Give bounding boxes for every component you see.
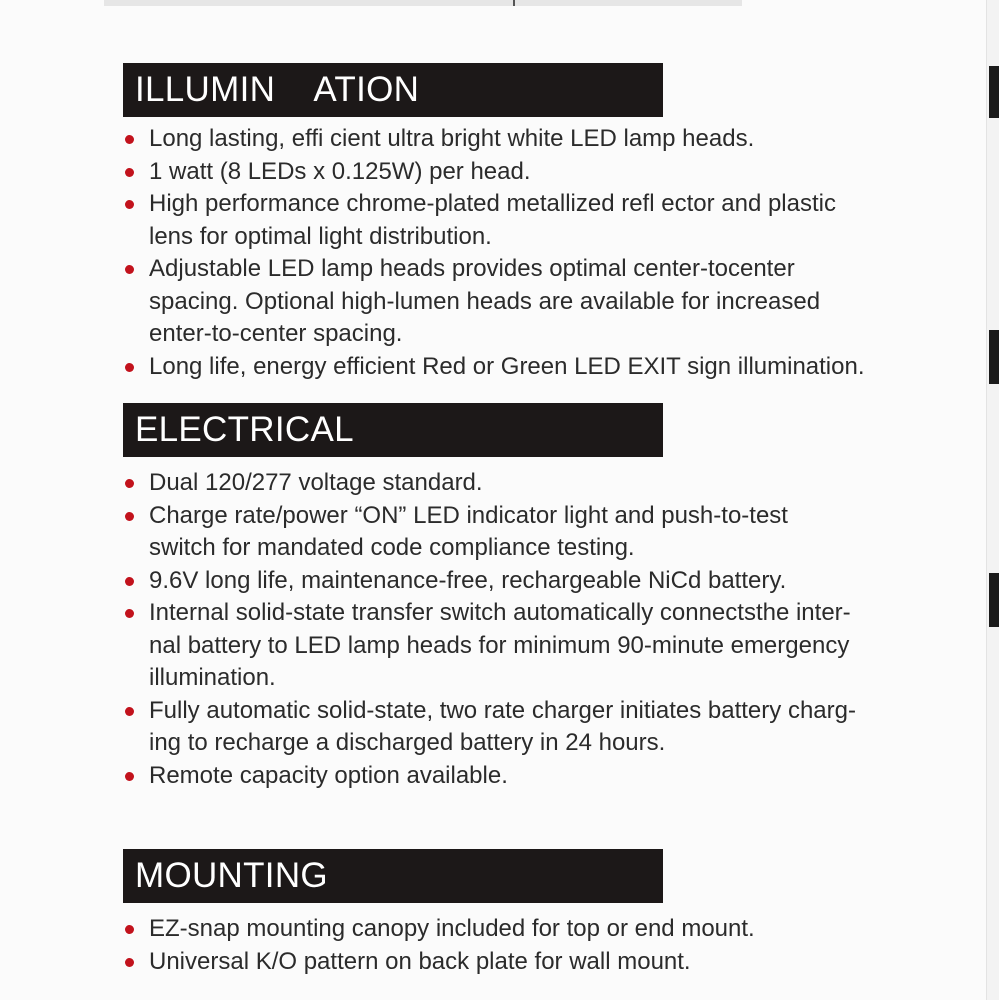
bullet-dot-icon bbox=[125, 135, 134, 144]
mounting-list bbox=[123, 913, 943, 978]
bullet-dot-icon bbox=[125, 363, 134, 372]
list-item: 9.6V long life, maintenance-free, rechargeable NiCd battery. bbox=[123, 565, 943, 598]
electrical-list bbox=[123, 467, 943, 792]
list-item: Universal K/O pattern on back plate for wall mount. bbox=[123, 946, 943, 979]
list-item: 1 watt (8 LEDs x 0.125W) per head. bbox=[123, 156, 943, 189]
illumination-header: ILLUMIN ATION bbox=[123, 63, 663, 117]
bullet-dot-icon bbox=[125, 168, 134, 177]
bullet-dot-icon bbox=[125, 200, 134, 209]
adjacent-header-mark bbox=[989, 66, 999, 118]
list-item: Long life, energy efficient Red or Green LED EXIT sign illumination. bbox=[123, 351, 943, 384]
top-tick-mark bbox=[513, 0, 515, 6]
list-item: High performance chrome-plated metallized refl ector and plastic lens for optimal light distribution. bbox=[123, 188, 943, 253]
bullet-dot-icon bbox=[125, 265, 134, 274]
mounting-header: MOUNTING bbox=[123, 849, 663, 903]
illumination-list bbox=[123, 123, 943, 383]
bullet-dot-icon bbox=[125, 925, 134, 934]
list-item: EZ-snap mounting canopy included for top or end mount. bbox=[123, 913, 943, 946]
list-item: Remote capacity option available. bbox=[123, 760, 943, 793]
list-item: Internal solid-state transfer switch automatically connectsthe inter- nal battery to LED lamp heads for minimum 90-minute emergency illumination. bbox=[123, 597, 943, 695]
list-item: Adjustable LED lamp heads provides optimal center-tocenter spacing. Optional high-lumen heads are available for increased enter-to-center spacing. bbox=[123, 253, 943, 351]
electrical-header: ELECTRICAL bbox=[123, 403, 663, 457]
bullet-dot-icon bbox=[125, 577, 134, 586]
adjacent-header-mark bbox=[989, 330, 999, 384]
list-item: Dual 120/277 voltage standard. bbox=[123, 467, 943, 500]
list-item: Fully automatic solid-state, two rate charger initiates battery charg- ing to recharge a discharged battery in 24 hours. bbox=[123, 695, 943, 760]
bullet-dot-icon bbox=[125, 772, 134, 781]
bullet-dot-icon bbox=[125, 707, 134, 716]
adjacent-header-mark bbox=[989, 573, 999, 627]
list-item: Long lasting, effi cient ultra bright white LED lamp heads. bbox=[123, 123, 943, 156]
bullet-dot-icon bbox=[125, 512, 134, 521]
bullet-dot-icon bbox=[125, 958, 134, 967]
top-rule bbox=[104, 0, 742, 6]
bullet-dot-icon bbox=[125, 479, 134, 488]
adjacent-page-edge bbox=[986, 0, 999, 1000]
bullet-dot-icon bbox=[125, 609, 134, 618]
list-item: Charge rate/power “ON” LED indicator light and push-to-test switch for mandated code compliance testing. bbox=[123, 500, 943, 565]
